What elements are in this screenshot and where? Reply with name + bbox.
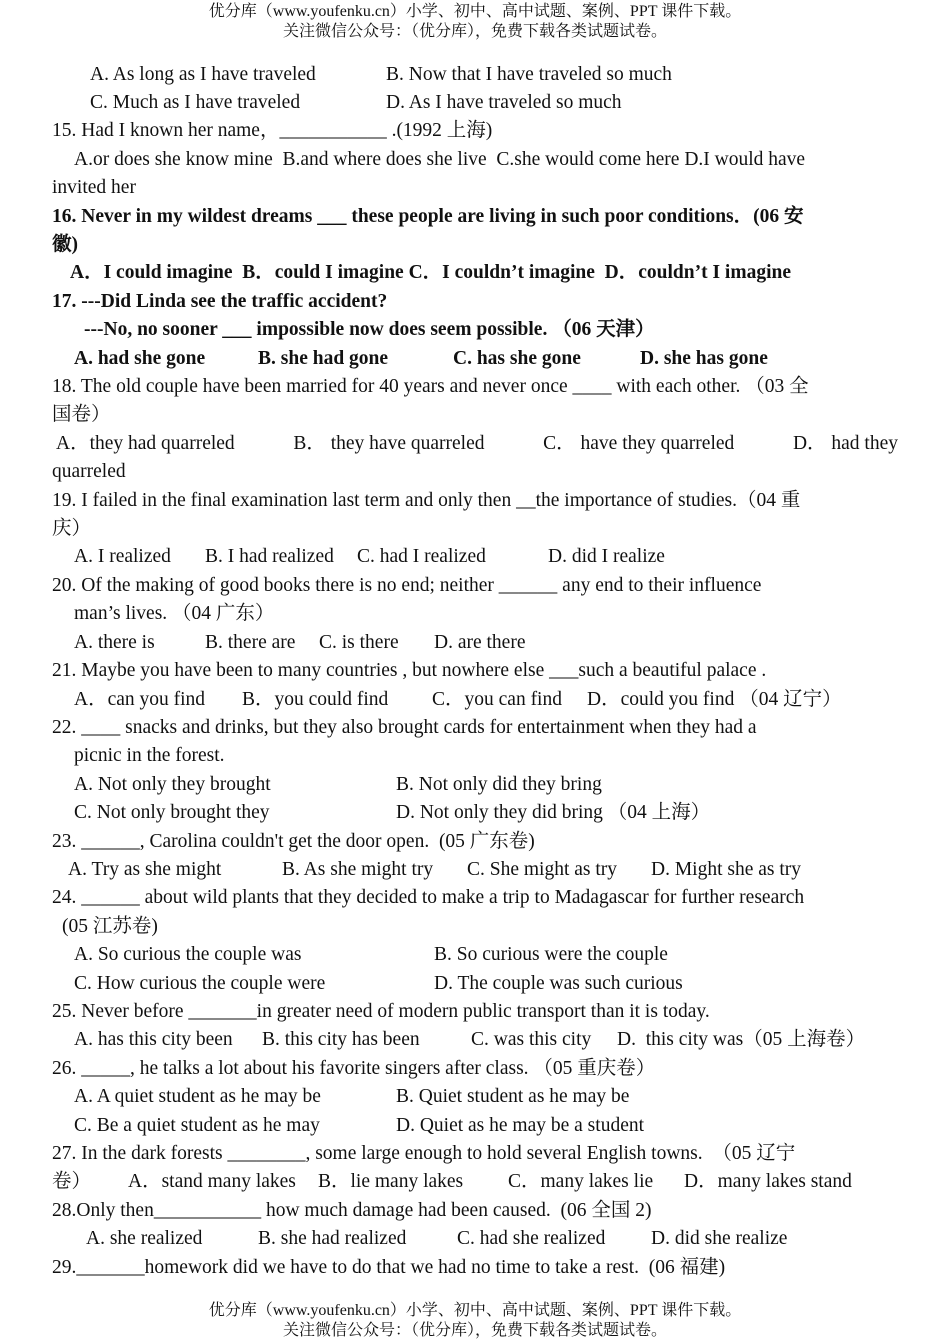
q27-option-c: C．many lakes lie <box>508 1171 654 1192</box>
q19-option-a: A. I realized <box>74 546 171 567</box>
q17-option-d: D. she has gone <box>640 348 768 369</box>
q22-stem: 22. ____ snacks and drinks, but they also brought cards for entertainment when they had a <box>52 717 757 738</box>
q28-option-c: C. had she realized <box>457 1228 606 1249</box>
q14-option-d: D. As I have traveled so much <box>386 92 622 113</box>
q18-options-cont: quarreled <box>52 461 126 482</box>
q28-stem: 28.Only then___________ how much damage had been caused. (06 全国 2) <box>52 1200 652 1221</box>
q23-option-a: A. Try as she might <box>68 859 222 880</box>
q23-stem: 23. ______, Carolina couldn't get the door open. (05 广东卷) <box>52 831 535 852</box>
q22-option-c: C. Not only brought they <box>74 802 270 823</box>
q27-stem: 27. In the dark forests ________, some large enough to hold several English towns. （05 辽宁 <box>52 1143 796 1164</box>
q26-option-b: B. Quiet student as he may be <box>396 1086 630 1107</box>
q15-stem: 15. Had I known her name，___________ .(1992 上海) <box>52 120 493 141</box>
q25-option-a: A. has this city been <box>74 1029 233 1050</box>
page-footer <box>0 1301 950 1341</box>
q20-option-b: B. there are <box>205 632 296 653</box>
q24-option-b: B. So curious were the couple <box>434 944 668 965</box>
q25-option-d: D. this city was（05 上海卷） <box>617 1029 866 1050</box>
q29-stem: 29._______homework did we have to do that we had no time to take a rest. (06 福建) <box>52 1257 726 1278</box>
q21-option-c: C．you can find <box>432 689 562 710</box>
footer-line-1: 优分库（www.youfenku.cn）小学、初中、高中试题、案例、PPT 课件下载。 <box>208 1302 742 1319</box>
q17-stem: 17. ---Did Linda see the traffic accident? <box>52 291 388 312</box>
q24-option-a: A. So curious the couple was <box>74 944 302 965</box>
q22-option-a: A. Not only they brought <box>74 774 271 795</box>
q17-stem-2: ---No, no sooner ___ impossible now does seem possible. （06 天津） <box>84 319 655 340</box>
q15-options: A.or does she know mine B.and where does she live C.she would come here D.I would have <box>74 149 806 170</box>
q18-option-c: C． have they quarreled <box>543 433 735 454</box>
q18-option-b: B． they have quarreled <box>293 433 485 454</box>
q19-option-b: B. I had realized <box>205 546 334 567</box>
q21-option-d: D．could you find （04 辽宁） <box>587 689 842 710</box>
q27-option-d: D．many lakes stand <box>684 1171 852 1192</box>
q25-option-c: C. was this city <box>471 1029 592 1050</box>
q18-stem: 18. The old couple have been married for 40 years and never once ____ with each other. （03 全 <box>52 376 809 397</box>
q20-stem: 20. Of the making of good books there is no end; neither ______ any end to their influence <box>52 575 762 596</box>
q14-option-c: C. Much as I have traveled <box>90 92 301 113</box>
q19-stem: 19. I failed in the final examination last term and only then __the importance of studies.（04 重 <box>52 490 801 511</box>
header-line-1: 优分库（www.youfenku.cn）小学、初中、高中试题、案例、PPT 课件下载。 <box>208 3 742 20</box>
q20-stem-cont: man’s lives. （04 广东） <box>74 603 275 624</box>
q24-option-d: D. The couple was such curious <box>434 973 683 994</box>
q17-option-a: A. had she gone <box>74 348 206 369</box>
q25-option-b: B. this city has been <box>262 1029 420 1050</box>
q27-option-a: A．stand many lakes <box>128 1171 296 1192</box>
q16-stem: 16. Never in my wildest dreams ___ these people are living in such poor conditions．(06 安 <box>52 206 804 227</box>
q20-option-c: C. is there <box>319 632 399 653</box>
q22-stem-cont: picnic in the forest. <box>74 745 225 766</box>
q21-stem: 21. Maybe you have been to many countries , but nowhere else ___such a beautiful palace . <box>52 660 767 681</box>
q27-option-b: B．lie many lakes <box>318 1171 464 1192</box>
q18-option-d: D． had they <box>792 433 898 454</box>
q18-option-a: A．they had quarreled <box>56 433 235 454</box>
q24-stem: 24. ______ about wild plants that they decided to make a trip to Madagascar for further research <box>52 887 805 908</box>
q26-option-c: C. Be a quiet student as he may <box>74 1115 320 1136</box>
q22-option-d: D. Not only they did bring （04 上海） <box>396 802 711 823</box>
page-header <box>0 2 950 42</box>
q23-option-c: C. She might as try <box>467 859 618 880</box>
q16-options: A．I could imagine B．could I imagine C．I couldn’t imagine D．couldn’t I imagine <box>70 262 792 283</box>
q19-option-d: D. did I realize <box>548 546 665 567</box>
q24-stem-cont: (05 江苏卷) <box>62 916 158 937</box>
q20-option-d: D. are there <box>434 632 526 653</box>
q28-option-a: A. she realized <box>86 1228 203 1249</box>
q19-option-c: C. had I realized <box>357 546 486 567</box>
footer-line-2: 关注微信公众号：（优分库），免费下载各类试题试卷。 <box>282 1322 667 1339</box>
q25-stem: 25. Never before _______in greater need of modern public transport than it is today. <box>52 1001 710 1022</box>
q27-stem-cont: 卷） <box>52 1171 92 1192</box>
q26-option-d: D. Quiet as he may be a student <box>396 1115 645 1136</box>
q14-option-b: B. Now that I have traveled so much <box>386 64 672 85</box>
q28-option-d: D. did she realize <box>651 1228 788 1249</box>
q24-option-c: C. How curious the couple were <box>74 973 326 994</box>
q23-option-d: D. Might she as try <box>651 859 802 880</box>
q18-stem-cont: 国卷） <box>52 404 111 425</box>
q26-stem: 26. _____, he talks a lot about his favorite singers after class. （05 重庆卷） <box>52 1058 656 1079</box>
q16-stem-cont: 徽) <box>52 234 78 255</box>
q17-option-b: B. she had gone <box>258 348 389 369</box>
q21-option-a: A．can you find <box>74 689 206 710</box>
q22-option-b: B. Not only did they bring <box>396 774 602 795</box>
q23-option-b: B. As she might try <box>282 859 434 880</box>
q26-option-a: A. A quiet student as he may be <box>74 1086 321 1107</box>
header-line-2: 关注微信公众号：（优分库），免费下载各类试题试卷。 <box>282 23 667 40</box>
q18-options <box>56 431 898 457</box>
q28-option-b: B. she had realized <box>258 1228 407 1249</box>
q19-stem-cont: 庆） <box>52 518 92 539</box>
q15-options-cont: invited her <box>52 177 136 198</box>
q21-option-b: B．you could find <box>242 689 389 710</box>
q17-option-c: C. has she gone <box>453 348 581 369</box>
q14-option-a: A. As long as I have traveled <box>90 64 316 85</box>
q20-option-a: A. there is <box>74 632 155 653</box>
